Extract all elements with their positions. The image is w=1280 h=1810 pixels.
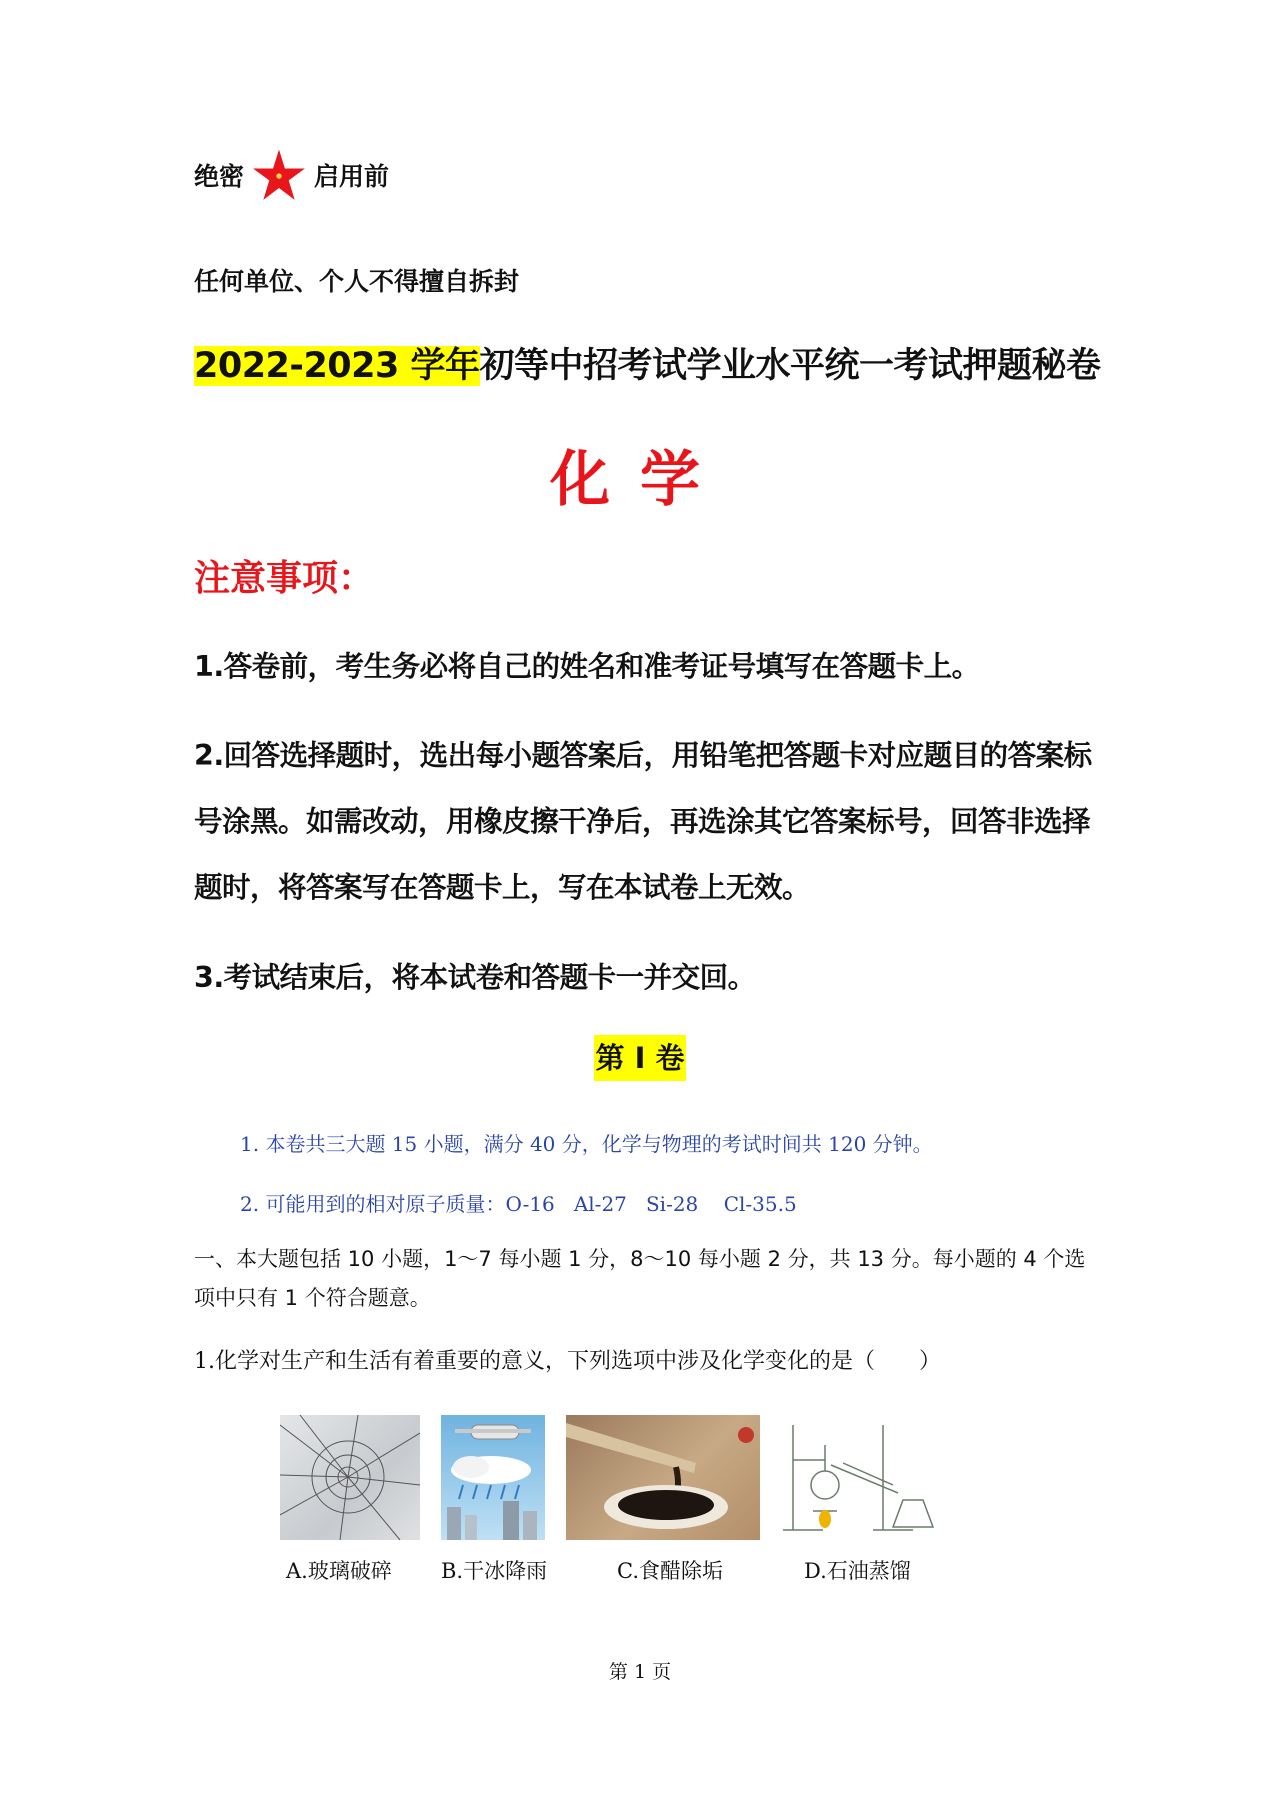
secret-label: 绝密 — [194, 162, 245, 191]
info-line-1: 1. 本卷共三大题 15 小题，满分 40 分，化学与物理的考试时间共 120 分钟。 — [240, 1132, 933, 1156]
airplane-cloud-icon — [441, 1415, 545, 1540]
red-star-icon — [252, 148, 306, 202]
notice-rule-3: 3.考试结束后，将本试卷和答题卡一并交回。 — [194, 961, 756, 994]
vinegar-dish-icon — [566, 1415, 760, 1540]
option-a-image — [280, 1415, 420, 1540]
option-b-image — [441, 1415, 545, 1540]
option-b-caption: B.干冰降雨 — [441, 1559, 548, 1583]
secret-classification — [194, 148, 389, 202]
broken-glass-icon — [280, 1415, 420, 1540]
option-c-caption: C.食醋除垢 — [617, 1559, 723, 1583]
subject-title: 化学 — [550, 445, 730, 515]
info-line-2: 2. 可能用到的相对原子质量：O-16 Al-27 Si-28 Cl-35.5 — [240, 1192, 797, 1216]
option-a-caption: A.玻璃破碎 — [286, 1559, 392, 1583]
distillation-apparatus-icon — [783, 1415, 946, 1540]
notice-heading: 注意事项： — [194, 558, 375, 599]
title-rest: 初等中招考试学业水平统一考试押题秘卷 — [479, 346, 1101, 386]
title-year: 2022-2023 学年 — [194, 346, 480, 386]
option-c-image — [566, 1415, 760, 1540]
volume-heading — [0, 1036, 1280, 1077]
question-1-stem: 1.化学对生产和生活有着重要的意义，下列选项中涉及化学变化的是（ ） — [194, 1349, 941, 1374]
page-number: 第 1 页 — [608, 1661, 672, 1683]
option-d-caption: D.石油蒸馏 — [804, 1559, 911, 1583]
notice-rule-1: 1.答卷前，考生务必将自己的姓名和准考证号填写在答题卡上。 — [194, 650, 980, 683]
before-use-label: 启用前 — [314, 162, 390, 191]
no-unseal-warning: 任何单位、个人不得擅自拆封 — [194, 267, 520, 296]
option-d-image — [783, 1415, 946, 1540]
volume-label: 第 I 卷 — [594, 1035, 687, 1081]
exam-title — [194, 338, 1101, 388]
notice-rule-2: 2.回答选择题时，选出每小题答案后，用铅笔把答题卡对应题目的答案标号涂黑。如需改动，用橡皮擦干净后，再选涂其它答案标号，回答非选择题时，将答案写在答题卡上，写在本试卷上无效。 — [194, 739, 1092, 904]
section-one-instructions: 一、本大题包括 10 小题，1～7 每小题 1 分，8～10 每小题 2 分，共 13 分。每小题的 4 个选项中只有 1 个符合题意。 — [194, 1247, 1086, 1310]
